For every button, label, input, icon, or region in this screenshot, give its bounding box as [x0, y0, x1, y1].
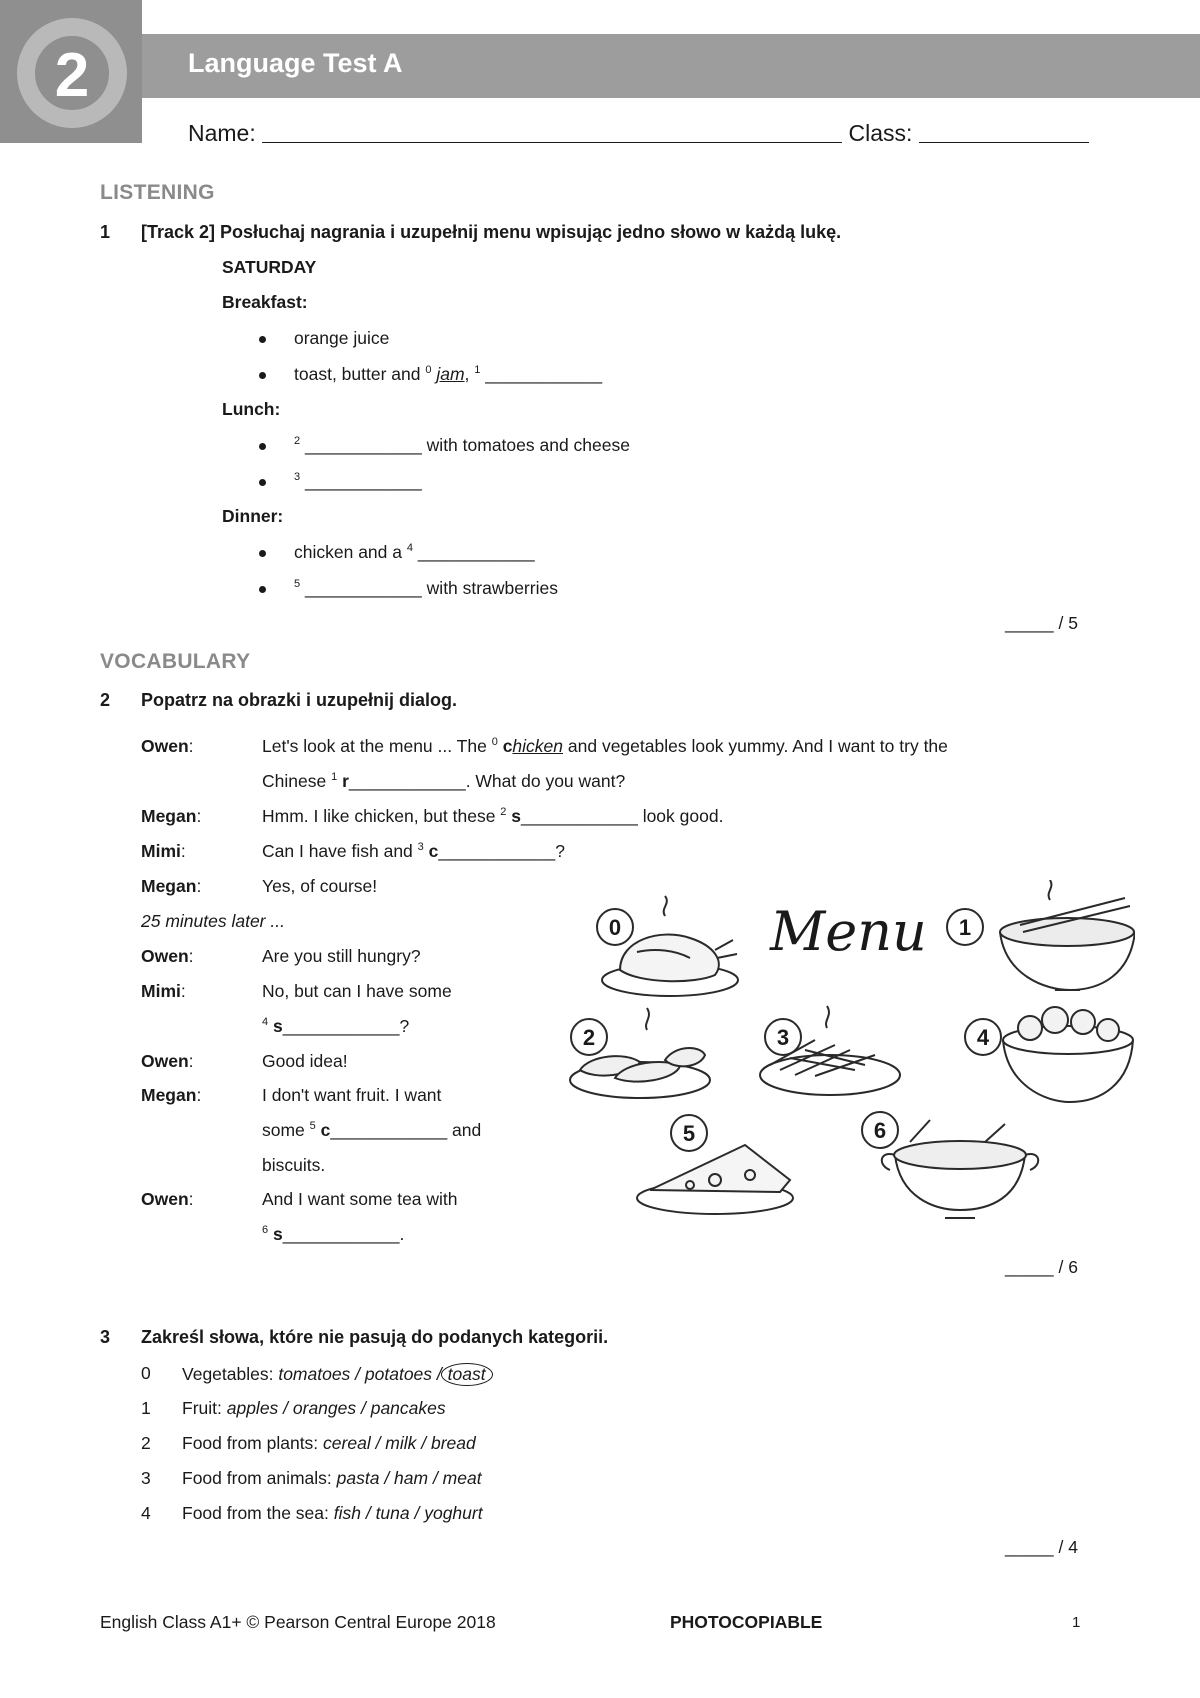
gap-3[interactable]: ____________: [438, 841, 556, 861]
menu-illustration: [565, 880, 1135, 1225]
name-class-row: [188, 120, 1089, 147]
dialog-text: . What do you want?: [465, 771, 626, 791]
task1-instruction: [Track 2] Posłuchaj nagrania i uzupełnij menu wpisując jedno słowo w każdą lukę.: [141, 222, 842, 242]
dialog-line-6: No, but can I have some: [262, 981, 452, 1001]
gap-5[interactable]: ____________: [305, 578, 422, 598]
category-words: tomatoes / potatoes /: [278, 1364, 447, 1384]
gap-3[interactable]: ____________: [305, 471, 422, 491]
category-item-4: [182, 1503, 483, 1524]
speaker-name: Mimi: [141, 981, 181, 1001]
speaker-mimi: Mimi:: [141, 981, 186, 1001]
bullet: [259, 443, 266, 450]
footer-photocopiable: PHOTOCOPIABLE: [670, 1612, 823, 1632]
breakfast-item-2: toast, butter and $^0$ jam, $^1$ ____________: [294, 364, 603, 384]
lunch-label: Lunch:: [222, 399, 281, 419]
picture-number-text: 2: [582, 1025, 596, 1050]
dinner-item-1-text: chicken and a: [294, 542, 407, 562]
dialog-text: look good.: [637, 806, 724, 826]
dialog-line-8-cont: some $^5$ c____________ and: [262, 1120, 482, 1140]
category-number: 3: [141, 1468, 151, 1488]
category-words[interactable]: fish / tuna / yoghurt: [333, 1503, 483, 1523]
speaker-name: Megan: [141, 1085, 197, 1105]
listening-heading: LISTENING: [100, 181, 215, 204]
time-note: 25 minutes later ...: [141, 911, 285, 931]
score-vocabulary: _____ / 6: [1005, 1257, 1078, 1277]
picture-number-0: [597, 909, 633, 945]
dialog-line-8: I don't want fruit. I want: [262, 1085, 442, 1105]
speaker-owen: Owen:: [141, 1189, 194, 1209]
category-label: Vegetables:: [182, 1364, 279, 1384]
bullet: [259, 550, 266, 557]
category-words[interactable]: pasta / ham / meat: [336, 1468, 482, 1488]
unit-badge-graphic: [0, 0, 142, 143]
picture-number-text: 4: [976, 1025, 990, 1050]
lunch-item-1-text: with tomatoes and cheese: [426, 435, 630, 455]
speaker-name: Owen: [141, 1189, 189, 1209]
category-label: Fruit:: [182, 1398, 227, 1418]
dinner-label: Dinner:: [222, 506, 284, 526]
example-answer: jam: [436, 364, 465, 384]
gap-letter: c: [320, 1120, 331, 1140]
soup-bowl-icon: [882, 1120, 1038, 1218]
task3-number: 3: [100, 1327, 111, 1347]
class-label: Class:: [848, 120, 913, 146]
gap-letter: s: [511, 806, 522, 826]
gap-letter: r: [342, 771, 349, 791]
picture-number-2: [571, 1019, 607, 1055]
category-item-1: [182, 1398, 446, 1419]
lunch-item-2: $^3$ ____________: [294, 471, 422, 491]
task3-instruction: Zakreśl słowa, które nie pasują do podanych kategorii.: [141, 1327, 609, 1347]
sausages-icon: [570, 1008, 710, 1098]
dialog-text: and vegetables look yummy. And I want to try the: [563, 736, 948, 756]
category-number: 1: [141, 1398, 151, 1418]
speaker-megan: Megan:: [141, 1085, 202, 1105]
dialog-text: Can I have fish and: [262, 841, 418, 861]
menu-illustration-svg: [565, 880, 1135, 1225]
lunch-item-1: $^2$ ____________ with tomatoes and cheese: [294, 435, 630, 455]
gap-2[interactable]: ____________: [305, 435, 422, 455]
picture-number-3: [765, 1019, 801, 1055]
vocabulary-heading: VOCABULARY: [100, 650, 251, 673]
picture-number-text: 3: [776, 1025, 790, 1050]
rice-bowl-icon: [1000, 880, 1135, 990]
dialog-line-6-cont: $^4$ s____________?: [262, 1016, 410, 1036]
picture-number-5: [671, 1115, 707, 1151]
unit-number: 2: [54, 41, 90, 110]
gap-letter: c: [428, 841, 439, 861]
score-categories: _____ / 4: [1005, 1537, 1078, 1557]
name-label: Name:: [188, 120, 256, 146]
example-letter: c: [502, 736, 513, 756]
picture-number-text: 0: [608, 915, 622, 940]
gap-6[interactable]: ____________: [282, 1224, 400, 1244]
dialog-text: ?: [399, 1016, 410, 1036]
speaker-owen: Owen:: [141, 1051, 194, 1071]
category-label: Food from animals:: [182, 1468, 337, 1488]
gap-5[interactable]: ____________: [330, 1120, 448, 1140]
dialog-line-9: And I want some tea with: [262, 1189, 458, 1209]
picture-number-4: [965, 1019, 1001, 1055]
dialog-text: .: [399, 1224, 405, 1244]
breakfast-label: Breakfast:: [222, 292, 308, 312]
gap-4[interactable]: ____________: [282, 1016, 400, 1036]
day-label: SATURDAY: [222, 257, 317, 277]
dialog-text: Chinese: [262, 771, 332, 791]
gap-4[interactable]: ____________: [417, 542, 535, 562]
speaker-owen: Owen:: [141, 946, 194, 966]
task2-instruction: Popatrz na obrazki i uzupełnij dialog.: [141, 690, 458, 710]
speaker-name: Owen: [141, 736, 189, 756]
category-number: 4: [141, 1503, 151, 1523]
test-title: Language Test A: [188, 48, 403, 78]
unit-badge: [0, 0, 142, 143]
speaker-owen: Owen:: [141, 736, 194, 756]
dialog-line-4: Yes, of course!: [262, 876, 378, 896]
breakfast-item-2-text: toast, butter and: [294, 364, 426, 384]
gap-1[interactable]: ____________: [348, 771, 466, 791]
category-words[interactable]: apples / oranges / pancakes: [226, 1398, 446, 1418]
picture-number-text: 5: [682, 1121, 696, 1146]
dialog-line-7: Good idea!: [262, 1051, 348, 1071]
gap-1[interactable]: ____________: [485, 364, 603, 384]
task2-number: 2: [100, 690, 111, 710]
dialog-line-1-cont: Chinese $^1$ r____________. What do you want?: [262, 771, 626, 791]
gap-letter: s: [273, 1224, 283, 1244]
dialog-text: ?: [555, 841, 565, 861]
picture-number-text: 6: [873, 1118, 887, 1143]
category-label: Food from plants:: [182, 1433, 324, 1453]
picture-number-6: [862, 1112, 898, 1148]
dialog-line-5: Are you still hungry?: [262, 946, 421, 966]
category-number: 0: [141, 1363, 151, 1383]
picture-number-text: 1: [958, 915, 972, 940]
fruit-bowl-icon: [1003, 1007, 1133, 1102]
dinner-item-2: $^5$ ____________ with strawberries: [294, 578, 558, 598]
dinner-item-1: chicken and a $^4$ ____________: [294, 542, 535, 562]
bullet: [259, 479, 266, 486]
speaker-megan: Megan:: [141, 876, 202, 896]
category-words[interactable]: cereal / milk / bread: [323, 1433, 476, 1453]
speaker-mimi: Mimi:: [141, 841, 186, 861]
dialog-text: some: [262, 1120, 310, 1140]
dialog-line-9-cont: $^6$ s____________.: [262, 1224, 405, 1244]
category-item-3: [182, 1468, 482, 1489]
dialog-line-8-end: biscuits.: [262, 1155, 326, 1175]
task1-number: 1: [100, 222, 111, 242]
category-label: Food from the sea:: [182, 1503, 334, 1523]
dinner-item-2-text: with strawberries: [426, 578, 558, 598]
name-field[interactable]: [262, 122, 842, 143]
dialog-text: and: [447, 1120, 482, 1140]
speaker-name: Owen: [141, 946, 189, 966]
dialog-line-1: Let's look at the menu ... The $^0$ chicken and vegetables look yummy. And I want to try the: [262, 736, 948, 756]
gap-2[interactable]: ____________: [521, 806, 638, 826]
bullet: [259, 336, 266, 343]
dialog-line-2: Hmm. I like chicken, but these $^2$ s____________ look good.: [262, 806, 724, 826]
bullet: [259, 372, 266, 379]
breakfast-item-1: orange juice: [294, 328, 390, 348]
category-number: 2: [141, 1433, 151, 1453]
speaker-megan: Megan:: [141, 806, 202, 826]
gap-letter: s: [273, 1016, 283, 1036]
speaker-name: Mimi: [141, 841, 181, 861]
score-listening: _____ / 5: [1005, 613, 1078, 633]
category-item-0: [182, 1363, 493, 1386]
dialog-text: Hmm. I like chicken, but these: [262, 806, 501, 826]
cheese-icon: [637, 1145, 793, 1214]
speaker-name: Megan: [141, 806, 197, 826]
circled-answer: toast: [441, 1363, 493, 1386]
bullet: [259, 586, 266, 593]
page-number: 1: [1072, 1614, 1081, 1631]
speaker-name: Megan: [141, 876, 197, 896]
dialog-line-3: Can I have fish and $^3$ c____________?: [262, 841, 565, 861]
footer-copyright: English Class A1+ © Pearson Central Europe 2018: [100, 1612, 496, 1632]
picture-number-1: [947, 909, 983, 945]
menu-title: Menu: [770, 900, 927, 963]
category-item-2: [182, 1433, 476, 1454]
dialog-text: Let's look at the menu ... The: [262, 736, 492, 756]
speaker-name: Owen: [141, 1051, 189, 1071]
example-answer: hicken: [512, 736, 564, 756]
class-field[interactable]: [919, 122, 1089, 143]
